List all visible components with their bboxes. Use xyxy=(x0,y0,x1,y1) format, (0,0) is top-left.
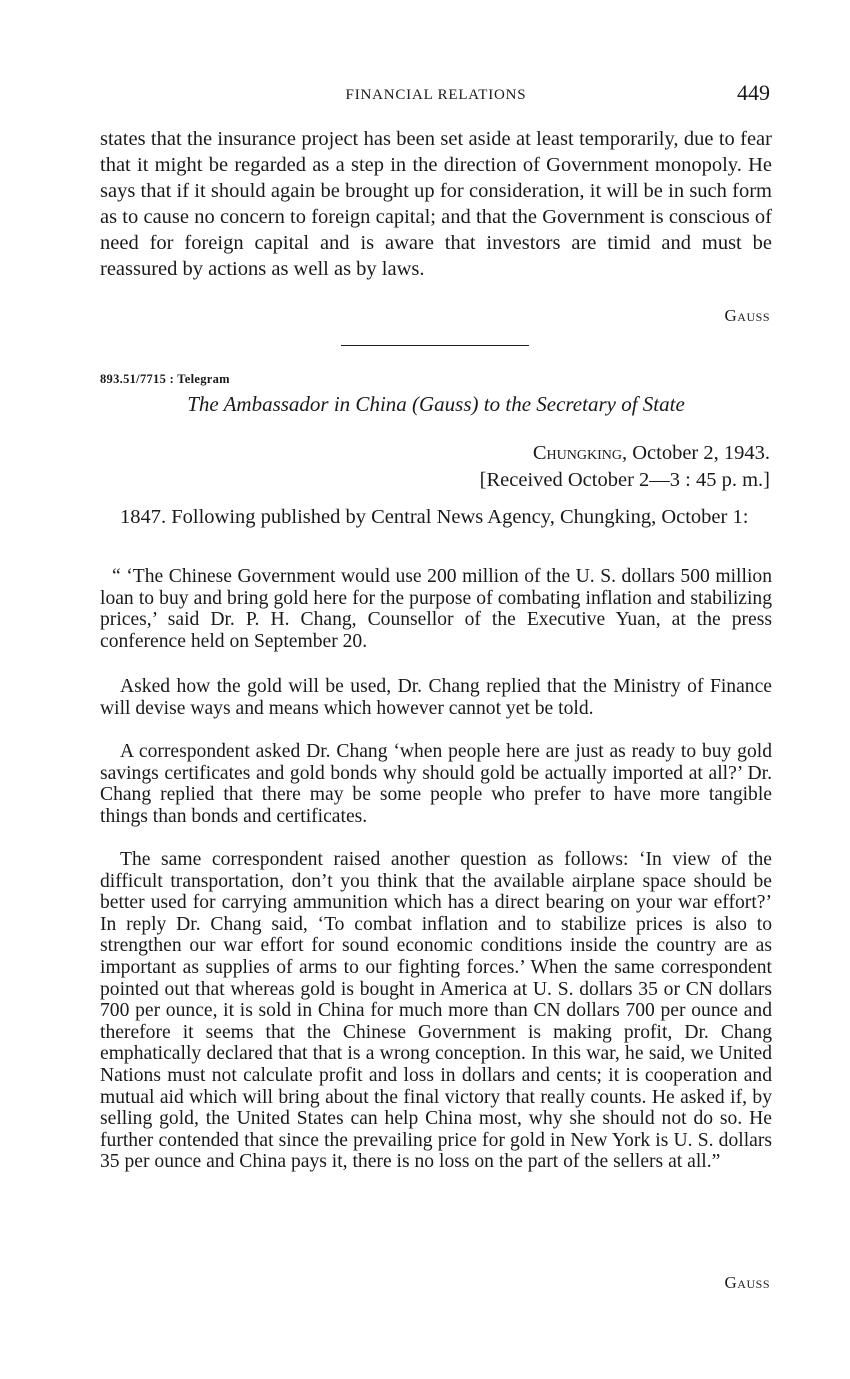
quote-paragraph: The same correspondent raised another question as follows: ‘In view of the difficult transportation, don’t you think that the available airplane space should be better used for carrying ammunition which has a direct bearing on your war effort?’ In reply Dr. Chang said, ‘To combat inflation and to stabilize prices is also to strengthen our war effort for sound economic conditions inside the country are as important as supplies of arms to our fighting forces.’ When the same correspondent pointed out that whereas gold is bought in America at U. S. dollars 35 or CN dollars 700 per ounce, it is sold in China for much more than CN dollars 700 per ounce and therefore it seems that the Chinese Government is making profit, Dr. Chang emphatically declared that that is a wrong conception. In this war, he said, we United Nations must not calculate profit and loss in dollars and cents; it is cooperation and mutual aid which will bring about the final victory that really counts. He asked if, by selling gold, the United States can help China most, why she should not do so. He further contended that since the prevailing price for gold in New York is U. S. dollars 35 per ounce and China pays it, there is no loss on the part of the sellers at all.” xyxy=(100,849,772,1173)
dateline xyxy=(480,440,770,494)
running-title: FINANCIAL RELATIONS xyxy=(345,87,527,103)
signature: Gauss xyxy=(724,1273,770,1292)
file-reference: 893.51/7715 : Telegram xyxy=(100,372,230,386)
carryover-paragraph: states that the insurance project has been set aside at least temporarily, due to fear that it might be regarded as a step in the direction of Government monopoly. He says that if it should again be brought up for consideration, it will be in such form as to cause no concern to foreign capital; and that the Government is conscious of need for foreign capital and is aware that investors are timid and must be reassured by actions as well as by laws. xyxy=(100,128,772,280)
received-line: [Received October 2—3 : 45 p. m.] xyxy=(479,469,770,491)
date: , October 2, 1943. xyxy=(621,442,770,464)
place-date-line xyxy=(480,440,770,467)
quote-paragraph: A correspondent asked Dr. Chang ‘when people here are just as ready to buy gold savings certificates and gold bonds why should gold be actually imported at all?’ Dr. Chang replied that there may be some people who prefer to have more tangible things than bonds and certificates. xyxy=(100,741,772,827)
running-head xyxy=(100,80,772,108)
signature-previous: Gauss xyxy=(724,306,770,325)
section-divider xyxy=(341,345,529,346)
quote-paragraph: Asked how the gold will be used, Dr. Chang replied that the Ministry of Finance will devise ways and means which however cannot yet be told. xyxy=(100,676,772,719)
page-number: 449 xyxy=(737,80,770,105)
quote-paragraph: “ ‘The Chinese Government would use 200 million of the U. S. dollars 500 million loan to buy and bring gold here for the purpose of combating inflation and stabilizing prices,’ said Dr. P. H. Chang, Counsellor of the Executive Yuan, at the press conference held on September 20. xyxy=(100,566,772,652)
place: Chungking xyxy=(532,442,622,464)
intro-paragraph: 1847. Following published by Central News Agency, Chungking, October 1: xyxy=(120,506,749,528)
document-title: The Ambassador in China (Gauss) to the Secretary of State xyxy=(187,392,685,416)
